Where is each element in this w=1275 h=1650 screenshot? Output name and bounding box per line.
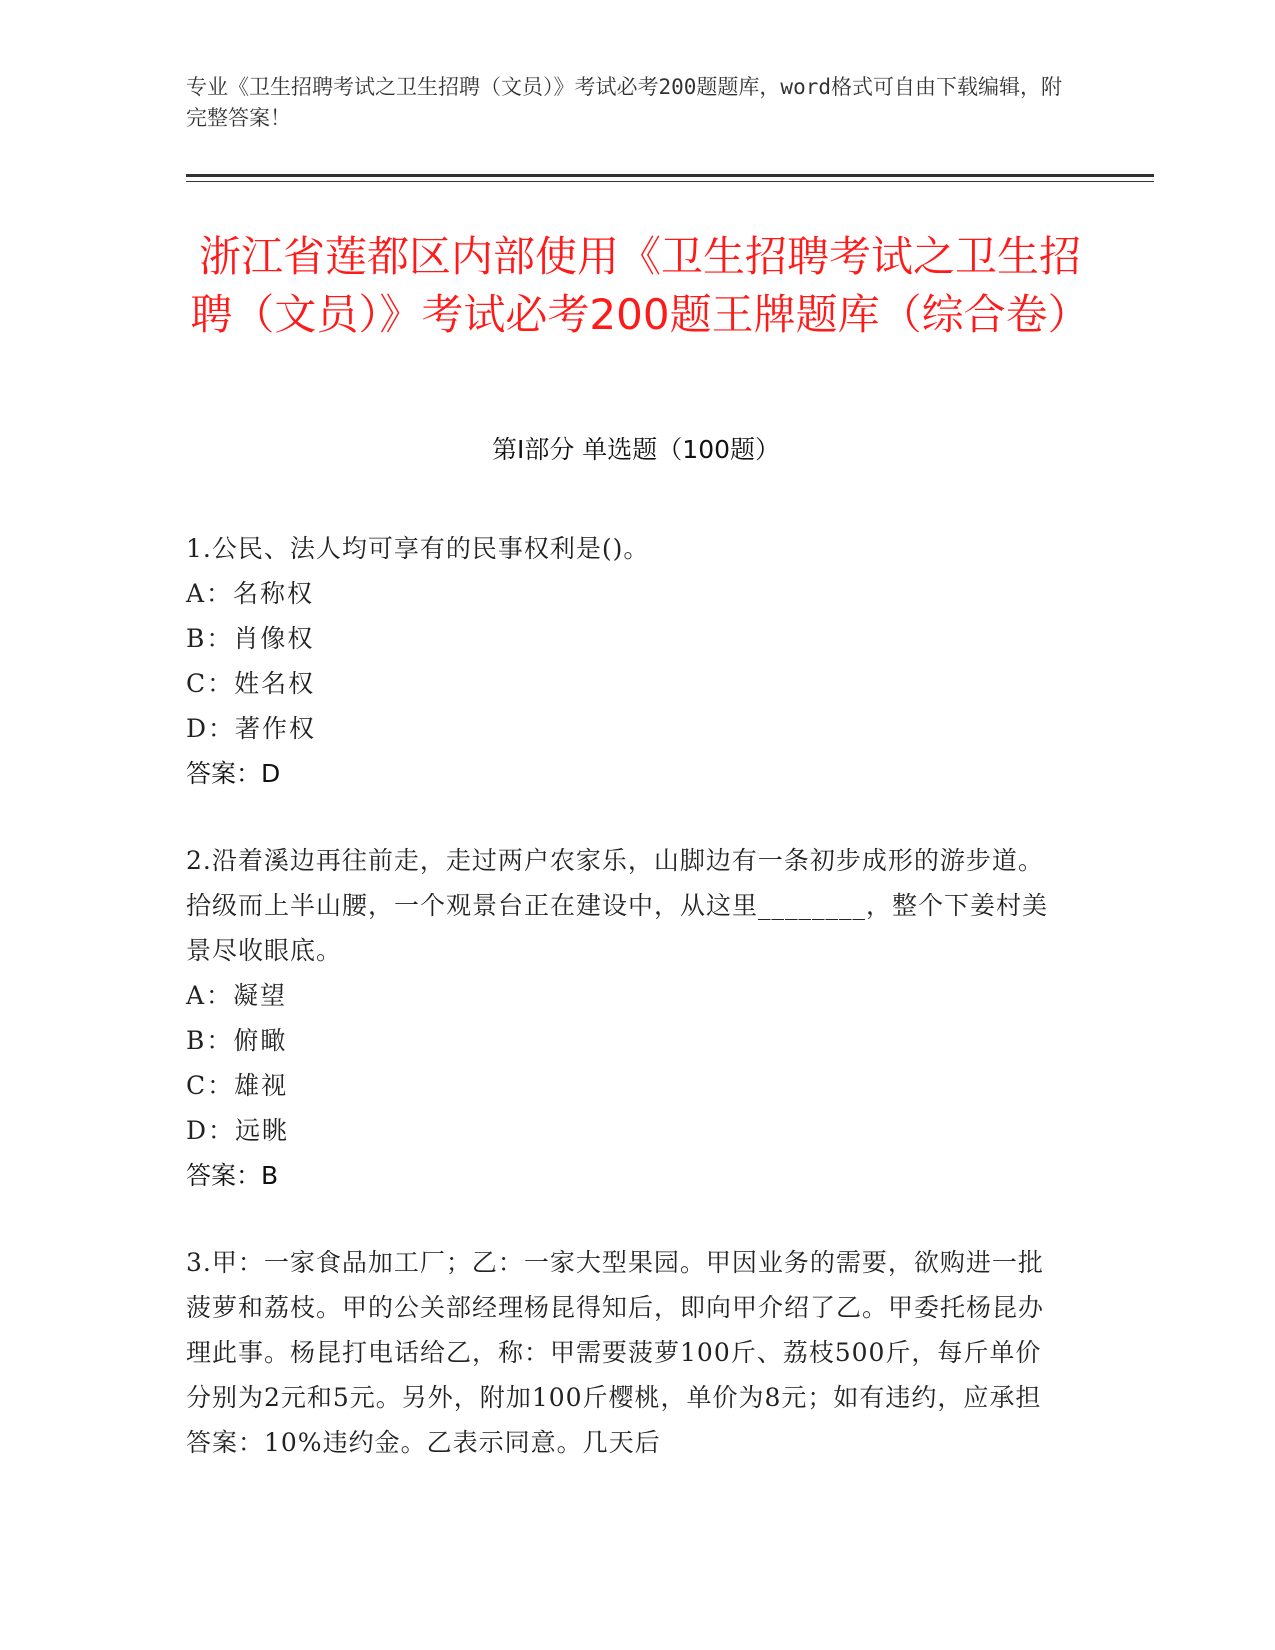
question-stem: 2.沿着溪边再往前走，走过两户农家乐，山脚边有一条初步成形的游步道。拾级而上半山腰，一个观景台正在建设中，从这里________，整个下姜村美景尽收眼底。 [186,846,1049,965]
section-heading: 第Ⅰ部分 单选题（100题） [491,435,781,464]
option-b: B：肖像权 [186,624,315,653]
option-a: A：名称权 [186,579,315,608]
option-a: A：凝望 [186,981,288,1010]
question-2 [186,838,1066,1198]
document-title: 浙江省莲都区内部使用《卫生招聘考试之卫生招聘（文员）》考试必考200题王牌题库（综合卷） [190,232,1090,339]
header-note: 专业《卫生招聘考试之卫生招聘（文员）》考试必考200题题库，word格式可自由下载编辑，附完整答案！ [186,75,1062,130]
answer-line: 答案：B [186,1161,279,1190]
question-stem: 3.甲：一家食品加工厂；乙：一家大型果园。甲因业务的需要，欲购进一批菠萝和荔枝。甲的公关部经理杨昆得知后，即向甲介绍了乙。甲委托杨昆办理此事。杨昆打电话给乙，称：甲需要菠萝100斤、荔枝500斤，每斤单价分别为2元和5元。另外，附加100斤樱桃，单价为8元；如有违约，应承担答案：10%违约金。乙表示同意。几天后 [186,1248,1045,1457]
question-3 [186,1240,1066,1465]
option-c: C：雄视 [186,1071,289,1100]
option-c: C：姓名权 [186,669,316,698]
option-d: D：著作权 [186,714,317,743]
question-stem: 1.公民、法人均可享有的民事权利是()。 [186,534,650,563]
answer-line: 答案：D [186,759,281,788]
question-list [186,526,1066,1507]
header-rule-thin [186,181,1154,182]
option-b: B：俯瞰 [186,1026,288,1055]
header-rule-thick [186,174,1154,177]
question-1 [186,526,1066,796]
option-d: D：远眺 [186,1116,290,1145]
